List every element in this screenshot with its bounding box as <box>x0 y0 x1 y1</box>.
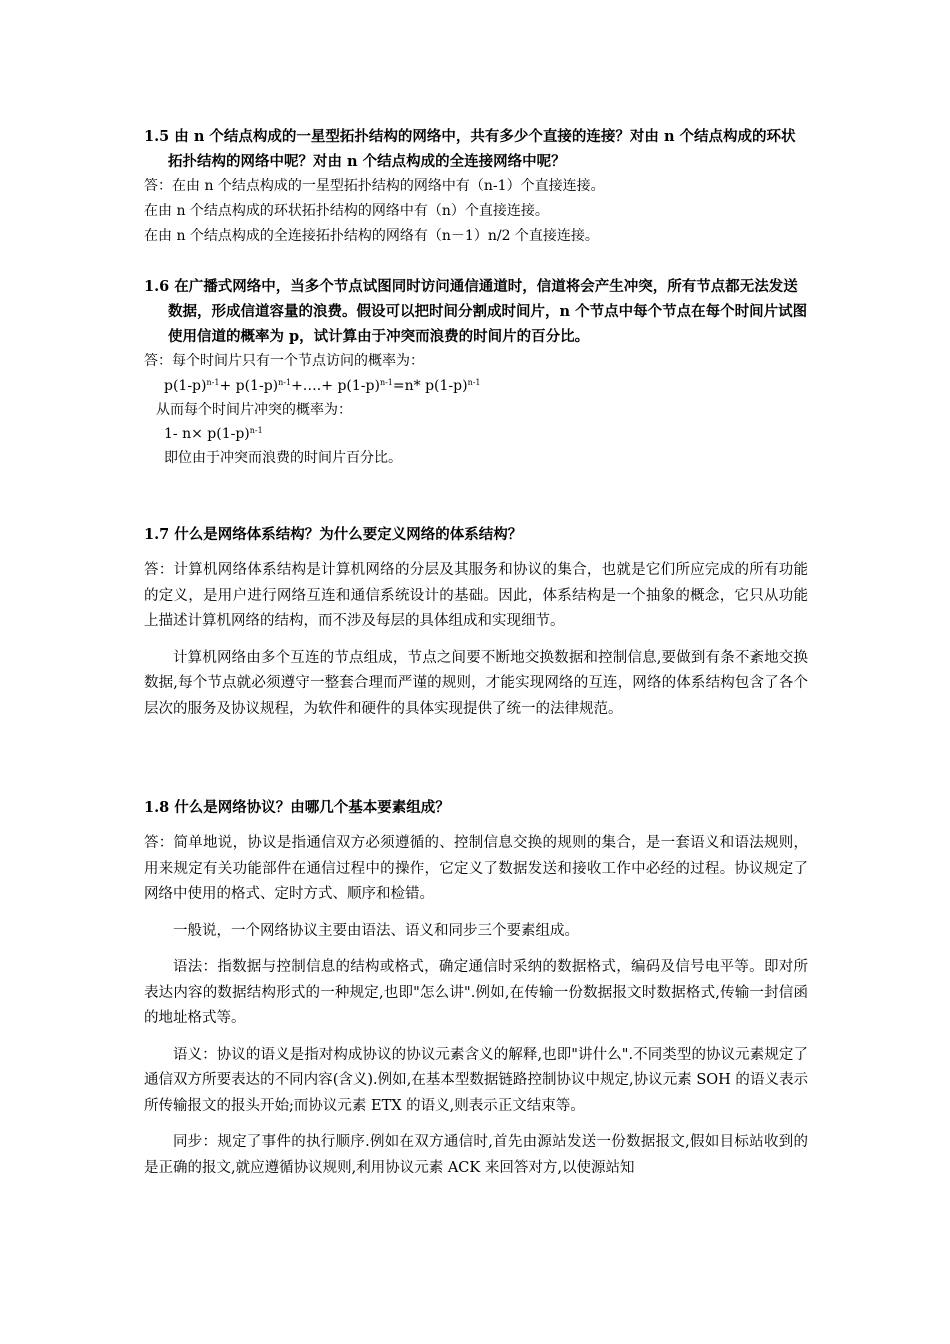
formula-term-4: =n* p(1-p) <box>392 378 468 394</box>
formula-exponent-4: n-1 <box>467 378 481 387</box>
section-1-6 <box>144 274 808 470</box>
answer-1-6-line-1: 答：每个时间片只有一个节点访问的概率为： <box>144 353 424 369</box>
question-1-7-title: 1.7 什么是网络体系结构？为什么要定义网络的体系结构？ <box>144 526 523 543</box>
formula-term-1: p(1-p) <box>164 378 207 394</box>
answer-1-5-line-2: 在由 n 个结点构成的环状拓扑结构的网络中有（n）个直接连接。 <box>144 203 549 219</box>
answer-1-5-line-3: 在由 n 个结点构成的全连接拓扑结构的网络有（n－1）n/2 个直接连接。 <box>144 228 599 244</box>
formula-single-access <box>144 374 808 398</box>
answer-1-8-paragraph-3: 语法：指数据与控制信息的结构或格式，确定通信时采纳的数据格式，编码及信号电平等。即对所表达内容的数据结构形式的一种规定,也即"怎么讲".例如,在传输一份数据报文时数据格式,传输一封信函的地址格式等。 <box>144 959 808 1026</box>
formula-exponent-2: n-1 <box>278 378 292 387</box>
answer-1-6-line-3: 即位由于冲突而浪费的时间片百分比。 <box>164 450 402 466</box>
formula-exponent-3: n-1 <box>379 378 393 387</box>
formula-term-3: +….+ p(1-p) <box>291 378 380 394</box>
answer-1-8-paragraph-1: 答：简单地说，协议是指通信双方必须遵循的、控制信息交换的规则的集合，是一套语义和语法规则，用来规定有关功能部件在通信过程中的操作，它定义了数据发送和接收工作中必经的过程。协议规定了网络中使用的格式、定时方式、顺序和检错。 <box>144 835 808 902</box>
formula-collision <box>144 422 808 446</box>
formula-collision-term: 1- n× p(1-p) <box>164 426 250 442</box>
answer-1-6-line-2: 从而每个时间片冲突的概率为： <box>156 402 352 418</box>
formula-exponent-1: n-1 <box>206 378 220 387</box>
answer-1-7-paragraph-1: 答：计算机网络体系结构是计算机网络的分层及其服务和协议的集合，也就是它们所应完成的所有功能的定义，是用户进行网络互连和通信系统设计的基础。因此，体系结构是一个抽象的概念，它只从功能上描述计算机网络的结构，而不涉及每层的具体组成和实现细节。 <box>144 562 808 629</box>
section-1-7 <box>144 522 808 722</box>
formula-term-2: + p(1-p) <box>219 378 279 394</box>
question-1-5-title: 1.5 由 n 个结点构成的一星型拓扑结构的网络中，共有多少个直接的连接？对由 n 个结点构成的环状拓扑结构的网络中呢？对由 n 个结点构成的全连接网络中呢？ <box>144 128 796 170</box>
answer-1-8-paragraph-5: 同步：规定了事件的执行顺序.例如在双方通信时,首先由源站发送一份数据报文,假如目标站收到的是正确的报文,就应遵循协议规则,利用协议元素 ACK 来回答对方,以使源站知 <box>144 1134 808 1176</box>
section-1-8 <box>144 795 808 1181</box>
answer-1-5-line-1: 答：在由 n 个结点构成的一星型拓扑结构的网络中有（n-1）个直接连接。 <box>144 178 605 194</box>
answer-1-8-paragraph-2: 一般说，一个网络协议主要由语法、语义和同步三个要素组成。 <box>173 922 579 939</box>
answer-1-7-paragraph-2: 计算机网络由多个互连的节点组成，节点之间要不断地交换数据和控制信息,要做到有条不紊地交换数据,每个节点就必须遵守一整套合理而严谨的规则，才能实现网络的互连，网络的体系结构包含了各个层次的服务及协议规程，为软件和硬件的具体实现提供了统一的法律规范。 <box>144 649 808 717</box>
question-1-6-title: 1.6 在广播式网络中，当多个节点试图同时访问通信通道时，信道将会产生冲突，所有节点都无法发送数据，形成信道容量的浪费。假设可以把时间分割成时间片，n 个节点中每个节点在每个时间片试图使用信道的概率为 p，试计算由于冲突而浪费的时间片的百分比。 <box>144 278 808 345</box>
formula-collision-exponent: n-1 <box>249 426 263 435</box>
answer-1-8-paragraph-4: 语义：协议的语义是指对构成协议的协议元素含义的解释,也即"讲什么".不同类型的协议元素规定了通信双方所要表达的不同内容(含义).例如,在基本型数据链路控制协议中规定,协议元素 SOH 的语义表示所传输报文的报头开始;而协议元素 ETX 的语义,则表示正文结束等。 <box>144 1046 808 1114</box>
question-1-8-title: 1.8 什么是网络协议？由哪几个基本要素组成？ <box>144 799 450 816</box>
section-1-5 <box>144 124 808 249</box>
